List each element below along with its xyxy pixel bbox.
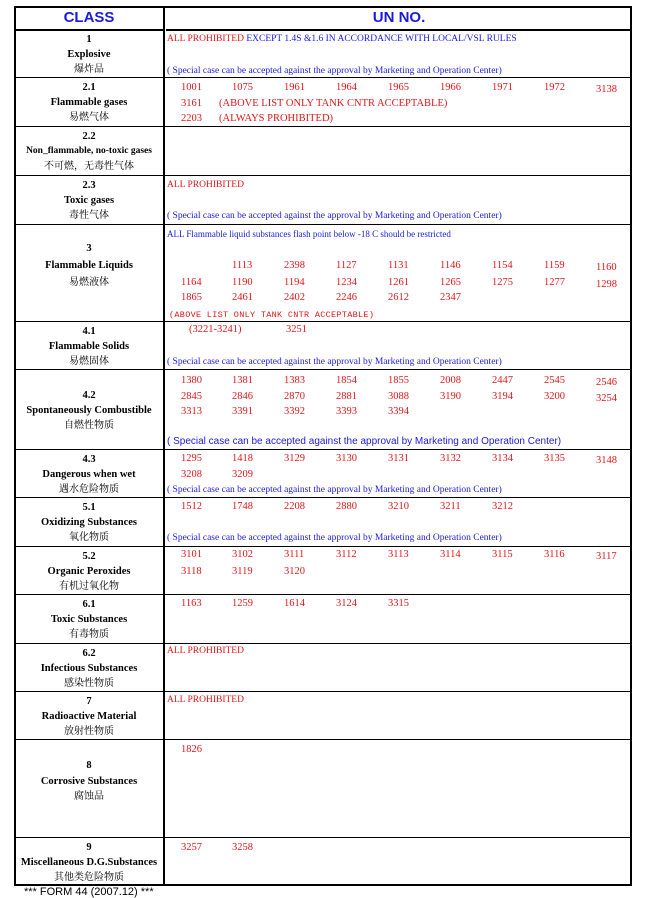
un-number: 1277: [544, 277, 565, 288]
un-number: 1964: [336, 82, 357, 93]
un-number: 1275: [492, 277, 513, 288]
un-number: 1972: [544, 82, 565, 93]
class-7-label: [14, 694, 164, 739]
un-number: 3392: [284, 406, 305, 417]
un-number: 3131: [388, 453, 409, 464]
un-number: 2447: [492, 375, 513, 386]
class-number: 1: [86, 34, 92, 45]
un-number: 2846: [232, 391, 253, 402]
un-number: 1418: [232, 453, 253, 464]
class-name: Toxic gases: [63, 195, 115, 206]
prohibited-note: ALL PROHIBITED: [167, 695, 244, 705]
un-number: 1001: [181, 82, 202, 93]
class-number: 6.1: [82, 599, 96, 610]
un-number: 1381: [232, 375, 253, 386]
un-number: 1113: [232, 260, 253, 271]
class-number: 8: [86, 760, 92, 771]
class-1-label: [14, 32, 164, 77]
un-number: 3116: [544, 549, 565, 560]
special-case-note: ( Special case can be accepted against the approval by Marketing and Operation Center): [167, 436, 562, 447]
class-1-rule: ALL PROHIBITED EXCEPT 1.4S &1.6 IN ACCORDANCE WITH LOCAL/VSL RULES: [167, 34, 517, 44]
un-number: 2246: [336, 292, 357, 303]
un-number: 3130: [336, 453, 357, 464]
un-number: 3134: [492, 453, 513, 464]
un-number: 3138: [596, 84, 617, 95]
class-number: 4.3: [82, 454, 96, 465]
class-number: 3: [86, 243, 92, 254]
un-number: 1234: [336, 277, 357, 288]
un-number: 1154: [492, 260, 513, 271]
un-number: 2402: [284, 292, 305, 303]
un-number: 1163: [181, 598, 202, 609]
class-number: 2.2: [82, 131, 96, 142]
un-range: (3221-3241): [189, 324, 242, 335]
un-number: 1160: [596, 262, 617, 273]
un-number-header: UN NO.: [166, 7, 632, 31]
class-name-cn: 放射性物质: [64, 726, 114, 737]
class-name-cn: 毒性气体: [69, 210, 109, 221]
un-number: 3132: [440, 453, 461, 464]
class-name: Infectious Substances: [40, 663, 138, 674]
class-name: Flammable gases: [50, 97, 128, 108]
class-name: Organic Peroxides: [47, 566, 131, 577]
class-name-cn: 易燃固体: [69, 356, 109, 367]
un-number: 1259: [232, 598, 253, 609]
class-name-cn: 腐蚀品: [74, 791, 104, 802]
special-case-note: ( Special case can be accepted against the approval by Marketing and Operation Center): [167, 533, 502, 543]
un-number: 1127: [336, 260, 357, 271]
un-number: 3148: [596, 455, 617, 466]
un-number: 3118: [181, 566, 202, 577]
un-number: 1965: [388, 82, 409, 93]
class-name: Toxic Substances: [50, 614, 128, 625]
class-2-1-label: [14, 80, 164, 125]
un-number: 3111: [284, 549, 305, 560]
un-number: 1164: [181, 277, 202, 288]
un-number: 1614: [284, 598, 305, 609]
un-number: 3208: [181, 469, 202, 480]
un-number: 1194: [284, 277, 305, 288]
class-name: Dangerous when wet: [42, 469, 136, 480]
class-name: Oxidizing Substances: [41, 517, 137, 528]
un-number: 3190: [440, 391, 461, 402]
un-number: 1826: [181, 744, 202, 755]
un-number: 1131: [388, 260, 409, 271]
un-number: 1190: [232, 277, 253, 288]
prohibited-note: ALL PROHIBITED: [167, 180, 244, 190]
class-6-2-label: [14, 646, 164, 691]
class-number: 9: [86, 842, 92, 853]
un-number: 3209: [232, 469, 253, 480]
un-number: 1159: [544, 260, 565, 271]
un-number: 3194: [492, 391, 513, 402]
class-name: Spontaneously Combustible: [26, 405, 152, 416]
un-number: 3113: [388, 549, 409, 560]
class-6-1-label: [14, 597, 164, 642]
class-9-label: [14, 840, 164, 885]
tank-note: (ABOVE LIST ONLY TANK CNTR ACCEPTABLE): [219, 98, 448, 109]
un-number: 3101: [181, 549, 202, 560]
un-number: 1971: [492, 82, 513, 93]
un-number: 3135: [544, 453, 565, 464]
class-name: Miscellaneous D.G.Substances: [20, 857, 158, 868]
class-name-cn: 感染性物质: [64, 678, 114, 689]
class-name-cn: 易燃气体: [69, 112, 109, 123]
un-number: 1854: [336, 375, 357, 386]
un-number: 1748: [232, 501, 253, 512]
class-name-cn: 氧化物质: [69, 532, 109, 543]
class-header: CLASS: [14, 7, 164, 31]
class-number: 2.3: [82, 180, 96, 191]
class-number: 5.2: [82, 551, 96, 562]
class-name-cn: 有毒物质: [69, 629, 109, 640]
un-number: 3257: [181, 842, 202, 853]
class-name: Non_flammable, no-toxic gases: [26, 146, 152, 156]
un-number: 2203: [181, 113, 202, 124]
un-number: 1265: [440, 277, 461, 288]
class-name: Explosive: [67, 49, 111, 60]
un-number: 3114: [440, 549, 461, 560]
un-number: 1865: [181, 292, 202, 303]
class-number: 6.2: [82, 648, 96, 659]
un-number: 3200: [544, 391, 565, 402]
un-number: 2881: [336, 391, 357, 402]
class-name: Corrosive Substances: [40, 776, 138, 787]
un-number: 3394: [388, 406, 409, 417]
un-number: 2545: [544, 375, 565, 386]
un-number: 3212: [492, 501, 513, 512]
un-number: 1380: [181, 375, 202, 386]
special-case-note: ( Special case can be accepted against the approval by Marketing and Operation Center): [167, 211, 502, 221]
class-name-cn: 易燃液体: [69, 277, 109, 288]
un-number: 2208: [284, 501, 305, 512]
un-number: 3129: [284, 453, 305, 464]
un-number: 2612: [388, 292, 409, 303]
un-number: 3161: [181, 98, 202, 109]
class-name-cn: 自燃性物质: [64, 420, 114, 431]
class-name: Flammable Liquids: [45, 260, 133, 271]
un-number: 3315: [388, 598, 409, 609]
class-3-label: [14, 241, 164, 290]
class-name: Flammable Solids: [48, 341, 130, 352]
class-name-cn: 爆炸品: [74, 64, 104, 75]
un-number: 2347: [440, 292, 461, 303]
class-number: 7: [86, 696, 92, 707]
un-number: 2870: [284, 391, 305, 402]
un-number: 3115: [492, 549, 513, 560]
un-number: 3117: [596, 551, 617, 562]
un-number: 3313: [181, 406, 202, 417]
un-number: 1512: [181, 501, 202, 512]
class-number: 5.1: [82, 502, 96, 513]
un-number: 1298: [596, 279, 617, 290]
flash-point-note: ALL Flammable liquid substances flash point below -18 C should be restricted: [167, 229, 451, 239]
un-number: 1966: [440, 82, 461, 93]
un-number: 1961: [284, 82, 305, 93]
class-5-1-label: [14, 500, 164, 545]
un-number: 2546: [596, 377, 617, 388]
un-number: 3120: [284, 566, 305, 577]
class-name-cn: 其他类危险物质: [54, 872, 124, 883]
un-number: 3258: [232, 842, 253, 853]
special-case-note: ( Special case can be accepted against the approval by Marketing and Operation Center): [167, 357, 502, 367]
class-8-label: [14, 758, 164, 804]
un-number: 3251: [286, 324, 307, 335]
tank-note: (ABOVE LIST ONLY TANK CNTR ACCEPTABLE): [169, 310, 375, 320]
class-name-cn: 不可燃，无毒性气体: [44, 161, 134, 172]
un-number: 3391: [232, 406, 253, 417]
special-case-note: ( Special case can be accepted against the approval by Marketing and Operation Center): [167, 485, 502, 495]
un-number: 2398: [284, 260, 305, 271]
un-number: 2008: [440, 375, 461, 386]
un-number: 3102: [232, 549, 253, 560]
class-4-2-label: [14, 388, 164, 433]
un-number: 2461: [232, 292, 253, 303]
class-name-cn: 遇水危险物质: [59, 484, 119, 495]
un-number: 1146: [440, 260, 461, 271]
un-number: 3124: [336, 598, 357, 609]
un-number: 3112: [336, 549, 357, 560]
class-2-3-label: [14, 178, 164, 223]
prohibited-note: (ALWAYS PROHIBITED): [219, 113, 334, 124]
un-number: 1855: [388, 375, 409, 386]
prohibited-note: ALL PROHIBITED: [167, 646, 244, 656]
form-footer: *** FORM 44 (2007.12) ***: [24, 886, 154, 898]
class-name: Radioactive Material: [41, 711, 137, 722]
class-number: 4.2: [82, 390, 96, 401]
un-number: 3254: [596, 393, 617, 404]
un-number: 3393: [336, 406, 357, 417]
class-5-2-label: [14, 549, 164, 594]
un-number: 1261: [388, 277, 409, 288]
un-number: 1075: [232, 82, 253, 93]
un-number: 3211: [440, 501, 461, 512]
class-2-2-label: [14, 129, 164, 174]
un-number: 3210: [388, 501, 409, 512]
class-4-1-label: [14, 324, 164, 369]
un-number: 3119: [232, 566, 253, 577]
un-number: 2880: [336, 501, 357, 512]
un-number: 3088: [388, 391, 409, 402]
class-number: 2.1: [82, 82, 96, 93]
un-number: 2845: [181, 391, 202, 402]
un-number: 1383: [284, 375, 305, 386]
special-case-note: ( Special case can be accepted against the approval by Marketing and Operation Center): [167, 66, 502, 76]
class-name-cn: 有机过氧化物: [59, 581, 119, 592]
class-4-3-label: [14, 452, 164, 497]
class-number: 4.1: [82, 326, 96, 337]
un-number: 1295: [181, 453, 202, 464]
